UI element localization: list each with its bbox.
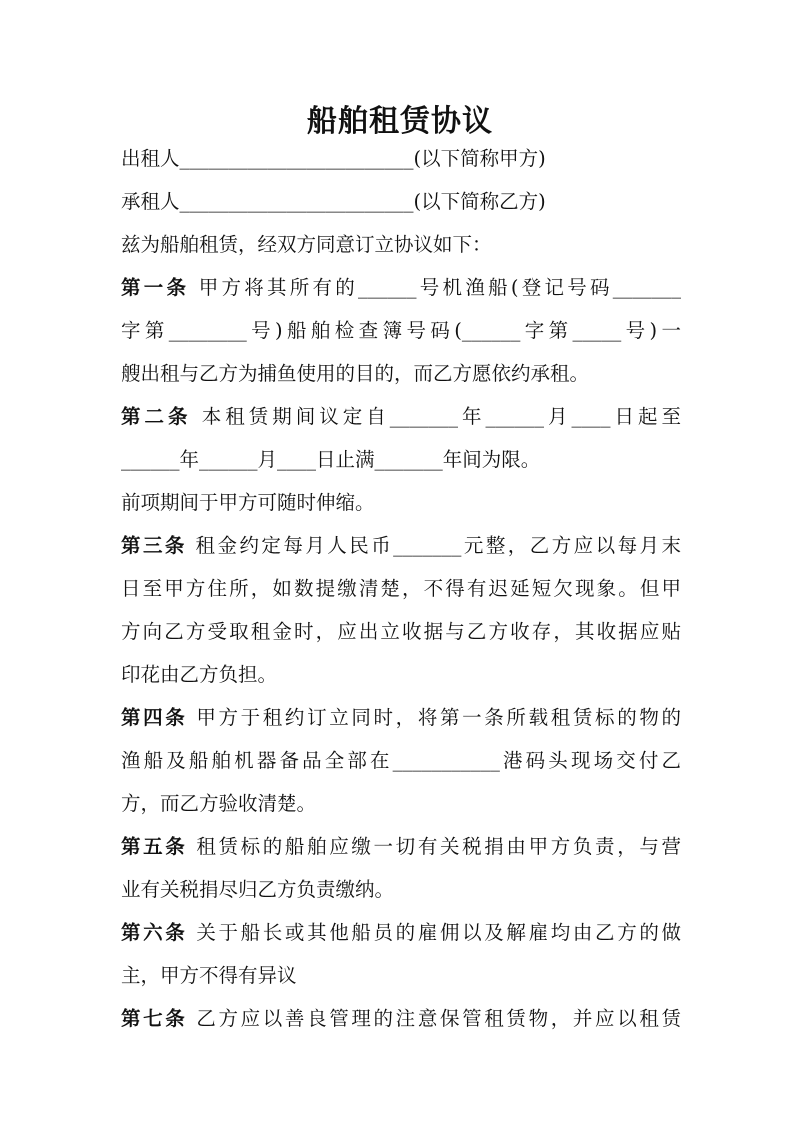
line-text: 业有关税捐尽归乙方负责缴纳。 <box>121 878 395 901</box>
line-text: 方向乙方受取租金时，应出立收据与乙方收存，其收据应贴 <box>121 620 681 643</box>
line-text: 字第________号)船舶检查簿号码(______字第_____号)一 <box>121 319 681 342</box>
line-text: 甲方于租约订立同时，将第一条所载租赁标的物的 <box>187 706 681 729</box>
clause-3-line-1 <box>121 536 681 556</box>
clause-4-line-2 <box>121 751 681 771</box>
line-text: 渔船及船舶机器备品全部在___________港码头现场交付乙 <box>121 749 681 772</box>
clause-5-line-2 <box>121 880 681 900</box>
clause-1-line-1 <box>121 278 681 298</box>
clause-6-line-2 <box>121 966 681 986</box>
clause-3-line-3 <box>121 622 681 642</box>
text-line-lessor <box>121 149 681 169</box>
line-text: 乙方应以善良管理的注意保管租赁物，并应以租赁 <box>187 1007 681 1030</box>
clause-7-line-1 <box>121 1009 681 1029</box>
clause-heading: 第二条 <box>121 405 192 428</box>
clause-6-line-1 <box>121 923 681 943</box>
clause-2-line-3 <box>121 493 681 513</box>
clause-1-line-2 <box>121 321 681 341</box>
page-title: 船舶租赁协议 <box>307 104 493 139</box>
clause-5-line-1 <box>121 837 681 857</box>
line-text: 承租人________________________(以下简称乙方) <box>121 190 546 213</box>
text-line-lessee <box>121 192 681 212</box>
line-text: 前项期间于甲方可随时伸缩。 <box>121 491 375 514</box>
line-text: 出租人________________________(以下简称甲方) <box>121 147 546 170</box>
line-text: ______年______月____日止满_______年间为限。 <box>121 448 541 471</box>
line-text: 租赁标的船舶应缴一切有关税捐由甲方负责，与营 <box>187 835 681 858</box>
clause-3-line-4 <box>121 665 681 685</box>
line-text: 关于船长或其他船员的雇佣以及解雇均由乙方的做 <box>187 921 681 944</box>
clause-heading: 第七条 <box>121 1007 188 1030</box>
line-text: 本租赁期间议定自_______年______月____日起至 <box>191 405 681 428</box>
line-text: 方，而乙方验收清楚。 <box>121 792 317 815</box>
clause-heading: 第四条 <box>121 706 188 729</box>
line-text: 日至甲方住所，如数提缴清楚，不得有迟延短欠现象。但甲 <box>121 577 681 600</box>
line-text: 主，甲方不得有异议 <box>121 964 297 987</box>
line-text: 甲方将其所有的______号机渔船(登记号码_______ <box>189 276 681 299</box>
clause-heading: 第五条 <box>121 835 188 858</box>
text-line-preamble <box>121 235 681 255</box>
clause-4-line-1 <box>121 708 681 728</box>
clause-2-line-1 <box>121 407 681 427</box>
line-text: 印花由乙方负担。 <box>121 663 278 686</box>
line-text: 艘出租与乙方为捕鱼使用的目的，而乙方愿依约承租。 <box>121 362 590 385</box>
line-text: 租金约定每月人民币_______元整，乙方应以每月末 <box>186 534 681 557</box>
line-text: 兹为船舶租赁，经双方同意订立协议如下： <box>121 233 492 256</box>
clause-2-line-2 <box>121 450 681 470</box>
clause-heading: 第一条 <box>121 276 190 299</box>
clause-1-line-3 <box>121 364 681 384</box>
clause-heading: 第六条 <box>121 921 188 944</box>
clause-heading: 第三条 <box>121 534 187 557</box>
clause-3-line-2 <box>121 579 681 599</box>
clause-4-line-3 <box>121 794 681 814</box>
